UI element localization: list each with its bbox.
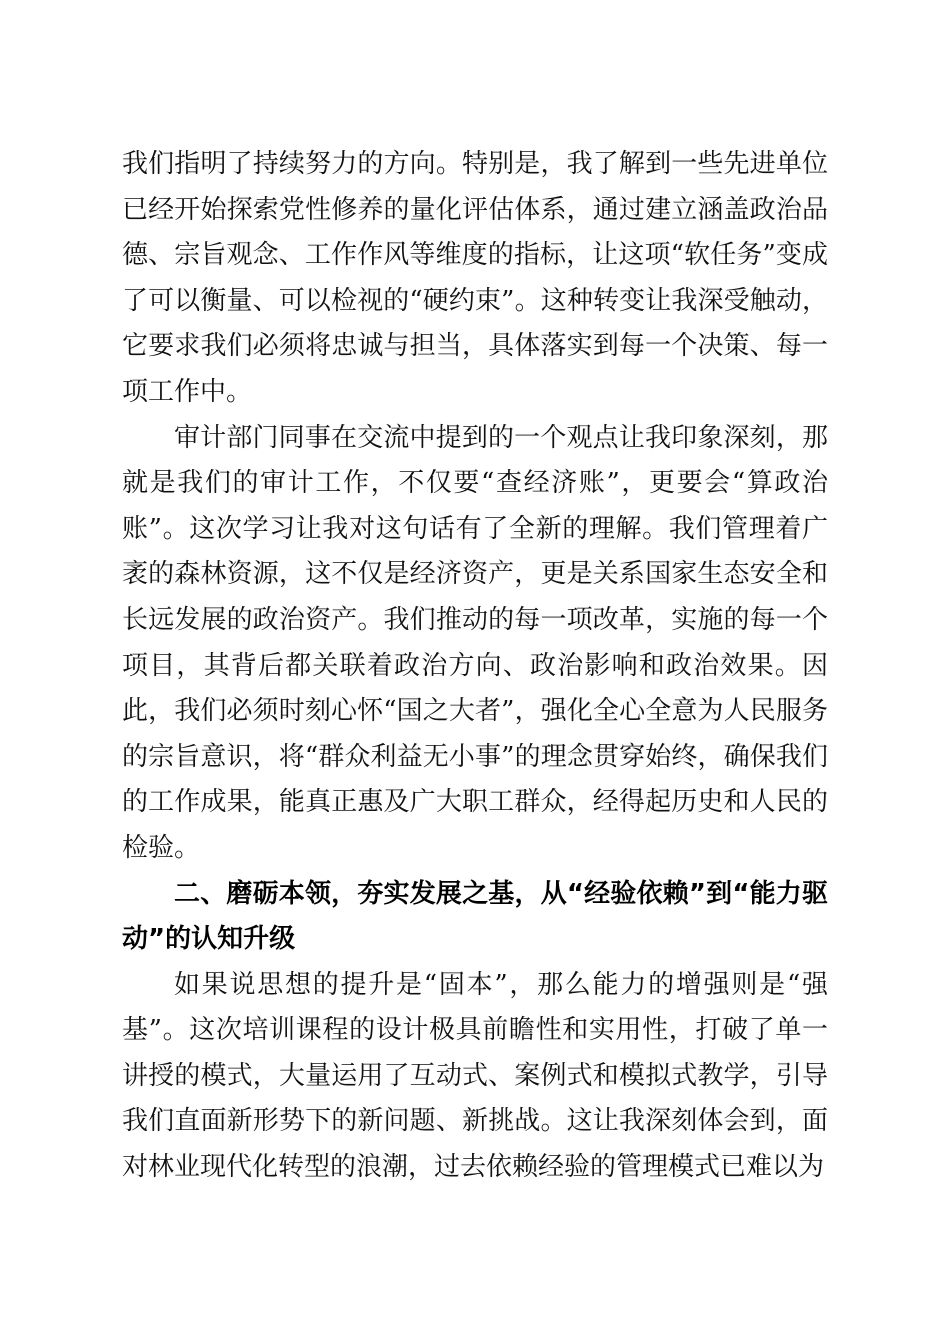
paragraph-capability-building: 如果说思想的提升是“固本”，那么能力的增强则是“强基”。这次培训课程的设计极具前瞻性和实用性，打破了单一讲授的模式，大量运用了互动式、案例式和模拟式教学，引导我们直面新形势下的新问题、新挑战。这让我深刻体会到，面对林业现代化转型的浪潮，过去依赖经验的管理模式已难以为: [122, 969, 828, 1183]
section-heading-two: 二、磨砺本领，夯实发展之基，从“经验依赖”到“能力驱动”的认知升级: [122, 878, 828, 955]
paragraph-audit-political-account: 审计部门同事在交流中提到的一个观点让我印象深刻，那就是我们的审计工作，不仅要“查经济账”，更要会“算政治账”。这次学习让我对这句话有了全新的理解。我们管理着广袤的森林资源，这不仅是经济资产，更是关系国家生态安全和长远发展的政治资产。我们推动的每一项改革，实施的每一个项目，其背后都关联着政治方向、政治影响和政治效果。因此，我们必须时刻心怀“国之大者”，强化全心全意为人民服务的宗旨意识，将“群众利益无小事”的理念贯穿始终，确保我们的工作成果，能真正惠及广大职工群众，经得起历史和人民的检验。: [122, 422, 828, 863]
paragraph-continuation: 我们指明了持续努力的方向。特别是，我了解到一些先进单位已经开始探索党性修养的量化评估体系，通过建立涵盖政治品德、宗旨观念、工作作风等维度的指标，让这项“软任务”变成了可以衡量、可以检视的“硬约束”。这种转变让我深受触动，它要求我们必须将忠诚与担当，具体落实到每一个决策、每一项工作中。: [122, 149, 828, 407]
document-body: [122, 142, 828, 1191]
